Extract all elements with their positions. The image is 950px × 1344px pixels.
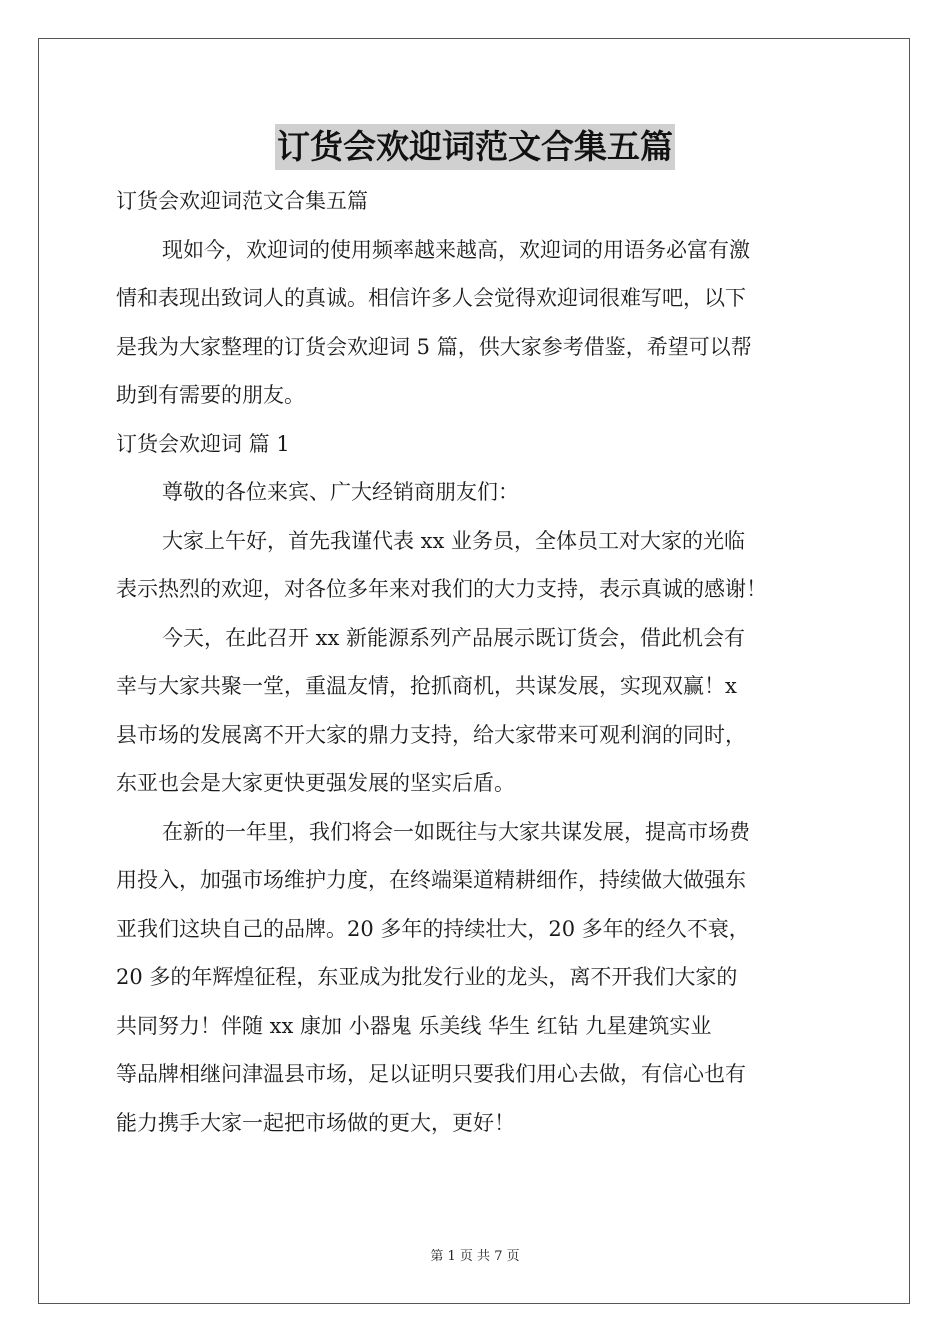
text-line: 能力携手大家一起把市场做的更大，更好！ [116,1110,515,1135]
text-line: 订货会欢迎词范文合集五篇 [116,189,368,213]
text-line: 东亚也会是大家更快更强发展的坚实后盾。 [116,771,515,795]
text-line: 20 多的年辉煌征程，东亚成为批发行业的龙头，离不开我们大家的 [116,965,738,989]
text-line: 等品牌相继问津温县市场，足以证明只要我们用心去做，有信心也有 [116,1062,746,1086]
text-line: 表示热烈的欢迎，对各位多年来对我们的大力支持，表示真诚的感谢！ [116,577,767,601]
text-line: 情和表现出致词人的真诚。相信许多人会觉得欢迎词很难写吧，以下 [116,286,746,310]
text-line: 助到有需要的朋友。 [116,383,305,407]
text-line: 今天，在此召开 xx 新能源系列产品展示既订货会，借此机会有 [162,625,746,650]
text-line: 亚我们这块自己的品牌。20 多年的持续壮大，20 多年的经久不衰， [116,916,750,941]
document-body [116,177,838,1147]
text-line: 大家上午好，首先我谨代表 xx 业务员，全体员工对大家的光临 [162,528,746,553]
text-line: 现如今，欢迎词的使用频率越来越高，欢迎词的用语务必富有激 [162,237,750,262]
text-line: 尊敬的各位来宾、广大经销商朋友们： [162,480,519,504]
text-line: 县市场的发展离不开大家的鼎力支持，给大家带来可观利润的同时， [116,722,746,747]
title-container [0,124,950,170]
text-line: 订货会欢迎词 篇 1 [116,431,290,456]
text-line: 用投入，加强市场维护力度，在终端渠道精耕细作，持续做大做强东 [116,868,746,892]
text-line: 在新的一年里，我们将会一如既往与大家共谋发展，提高市场费 [162,819,750,844]
text-line: 是我为大家整理的订货会欢迎词 5 篇，供大家参考借鉴，希望可以帮 [116,334,752,359]
page-footer: 第 1 页 共 7 页 [430,1249,520,1264]
document-title: 订货会欢迎词范文合集五篇 [275,124,675,170]
text-line: 共同努力！伴随 xx 康加 小器鬼 乐美线 华生 红钻 九星建筑实业 [116,1013,712,1038]
text-line: 幸与大家共聚一堂，重温友情，抢抓商机，共谋发展，实现双赢！x [116,674,737,698]
